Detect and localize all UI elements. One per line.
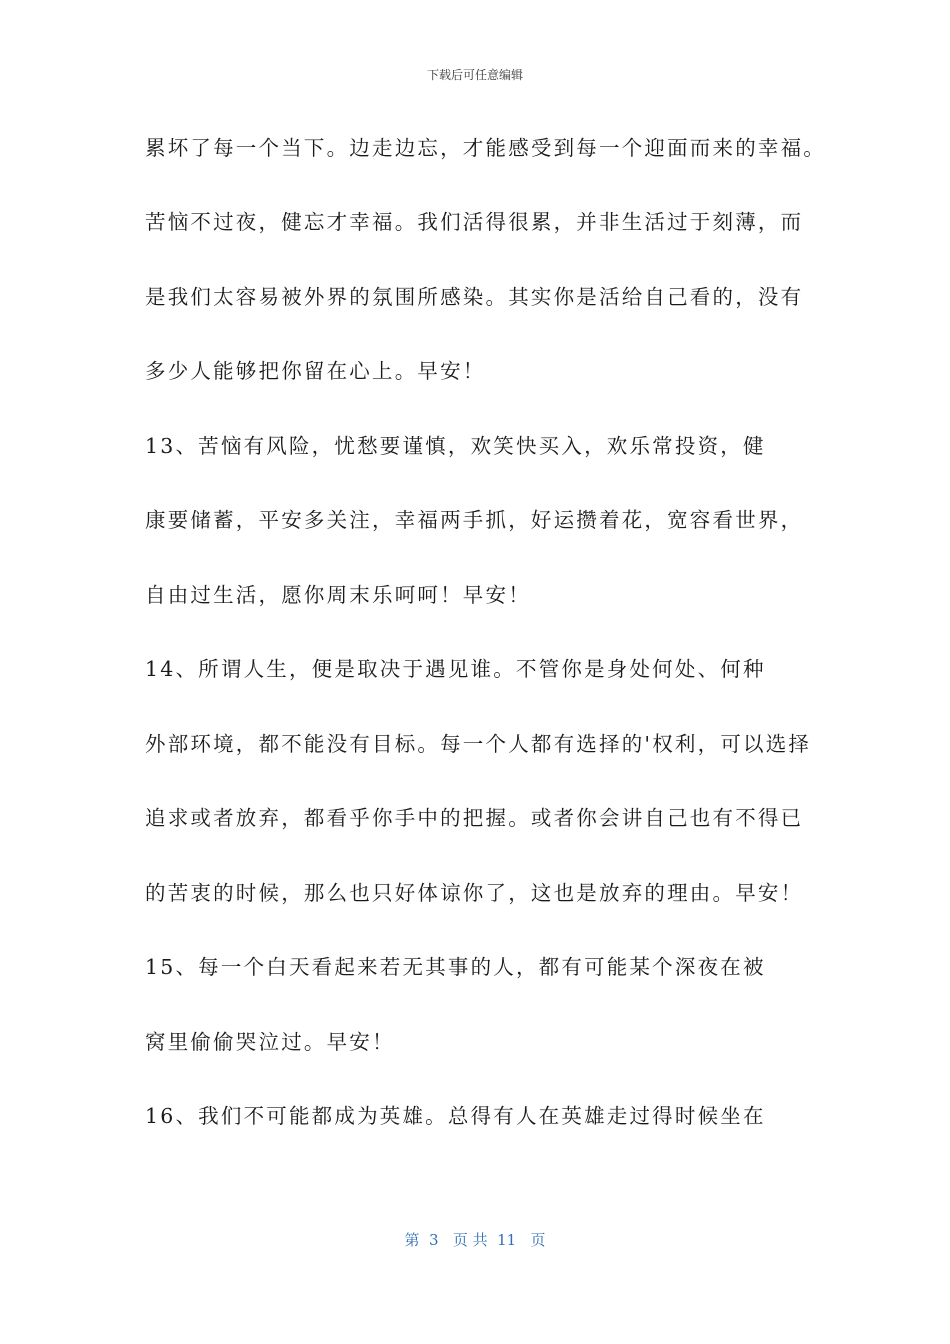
text-line: 外部环境，都不能没有目标。每一个人都有选择的'权利，可以选择: [145, 732, 812, 756]
text-line: 15、每一个白天看起来若无其事的人，都有可能某个深夜在被: [145, 955, 766, 979]
text-line: 16、我们不可能都成为英雄。总得有人在英雄走过得时候坐在: [145, 1104, 766, 1128]
text-line: 苦恼不过夜，健忘才幸福。我们活得很累，并非生活过于刻薄，而: [145, 210, 804, 234]
page-header: 下载后可任意编辑: [426, 68, 523, 82]
text-line: 追求或者放弃，都看乎你手中的把握。或者你会讲自己也有不得已: [145, 806, 804, 830]
text-line: 康要储蓄，平安多关注，幸福两手抓，好运攒着花，宽容看世界，: [145, 508, 804, 532]
text-line: 的苦衷的时候，那么也只好体谅你了，这也是放弃的理由。早安！: [145, 881, 804, 905]
page-number-footer: 第 3 页 共 11 页: [404, 1231, 546, 1249]
text-line: 自由过生活，愿你周末乐呵呵！早安！: [145, 583, 531, 607]
text-line: 累坏了每一个当下。边走边忘，才能感受到每一个迎面而来的幸福。: [145, 136, 826, 160]
text-line: 14、所谓人生，便是取决于遇见谁。不管你是身处何处、何种: [145, 657, 766, 681]
text-line: 多少人能够把你留在心上。早安！: [145, 359, 486, 383]
text-line: 是我们太容易被外界的氛围所感染。其实你是活给自己看的，没有: [145, 285, 804, 309]
text-line: 13、苦恼有风险，忧愁要谨慎，欢笑快买入，欢乐常投资，健: [145, 434, 766, 458]
text-line: 窝里偷偷哭泣过。早安！: [145, 1030, 395, 1054]
